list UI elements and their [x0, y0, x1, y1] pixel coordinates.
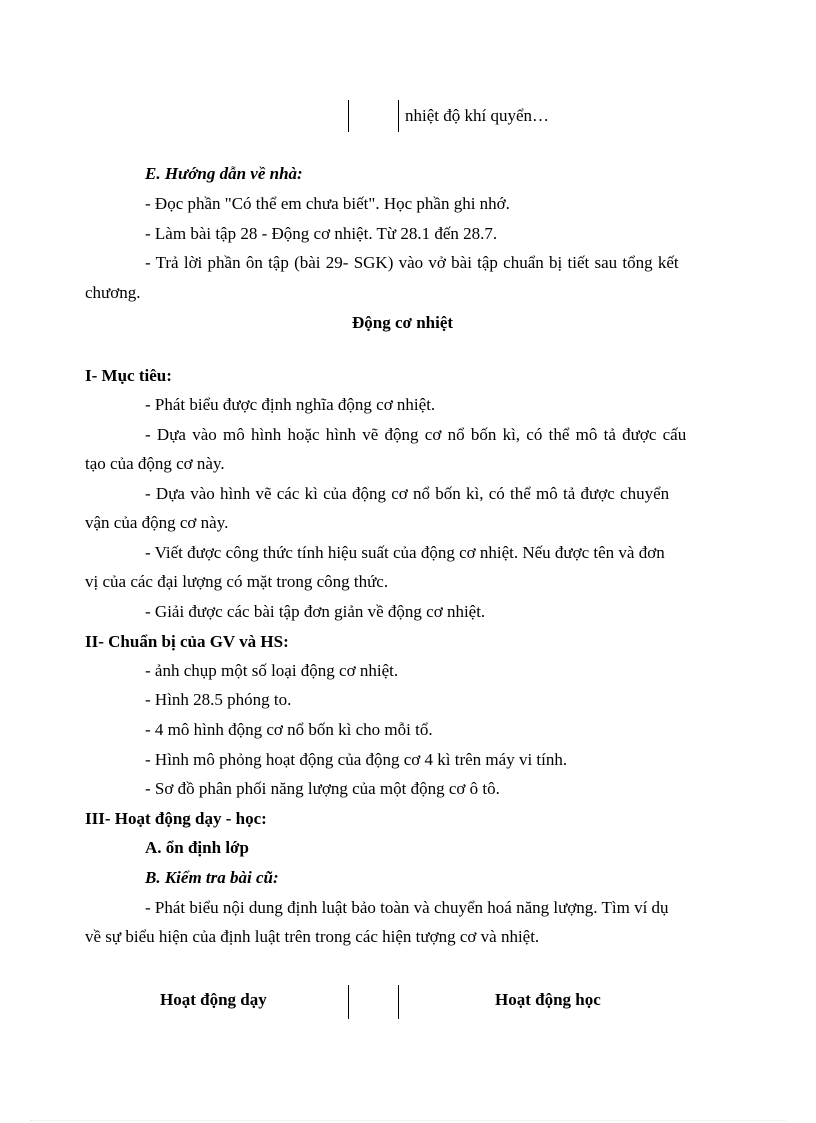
- homework-item-3-line-2: chương.: [85, 283, 141, 302]
- objective-item-2-line-1: - Dựa vào mô hình hoặc hình vẽ động cơ nổ bốn kì, có thể mô tả được cấu: [145, 425, 687, 444]
- objective-item-4-line-2: vị của các đại lượng có mặt trong công thức.: [85, 572, 389, 591]
- table-header-border-left: [348, 985, 349, 1019]
- table-header-border-right: [398, 985, 399, 1019]
- table-border-left: [348, 100, 349, 132]
- lesson-title: Động cơ nhiệt: [352, 313, 454, 332]
- activities-heading: III- Hoạt động dạy - học:: [85, 809, 267, 828]
- table-cell-text: nhiệt độ khí quyển…: [405, 106, 550, 125]
- objective-item-4-line-1: - Viết được công thức tính hiệu suất của động cơ nhiệt. Nếu được tên và đơn: [145, 543, 665, 562]
- preparation-item-1: - ảnh chụp một số loại động cơ nhiệt.: [145, 661, 399, 680]
- homework-item-1: - Đọc phần "Có thể em chưa biết". Học phần ghi nhớ.: [145, 194, 510, 213]
- objective-item-5: - Giải được các bài tập đơn giản về động cơ nhiệt.: [145, 602, 486, 621]
- homework-heading: E. Hướng dẫn về nhà:: [145, 164, 303, 183]
- table-header-student: Hoạt động học: [495, 990, 601, 1009]
- activity-a: A. ổn định lớp: [145, 838, 249, 857]
- check-question-line-2: về sự biểu hiện của định luật trên trong các hiện tượng cơ và nhiệt.: [85, 927, 540, 946]
- check-question-line-1: - Phát biểu nội dung định luật bảo toàn và chuyển hoá năng lượng. Tìm ví dụ: [145, 898, 669, 917]
- homework-item-3-line-1: - Trả lời phần ôn tập (bài 29- SGK) vào vở bài tập chuẩn bị tiết sau tổng kết: [145, 253, 679, 272]
- preparation-item-5: - Sơ đồ phân phối năng lượng của một động cơ ô tô.: [145, 779, 500, 798]
- objective-item-2-line-2: tạo của động cơ này.: [85, 454, 225, 473]
- preparation-item-4: - Hình mô phỏng hoạt động của động cơ 4 kì trên máy vi tính.: [145, 750, 568, 769]
- objectives-heading: I- Mục tiêu:: [85, 366, 172, 385]
- preparation-item-2: - Hình 28.5 phóng to.: [145, 690, 292, 709]
- preparation-heading: II- Chuẩn bị của GV và HS:: [85, 632, 289, 651]
- objective-item-3-line-1: - Dựa vào hình vẽ các kì của động cơ nổ bốn kì, có thể mô tả được chuyển: [145, 484, 670, 503]
- page-bottom-rule: [30, 1120, 786, 1121]
- objective-item-1: - Phát biểu được định nghĩa động cơ nhiệt.: [145, 395, 436, 414]
- table-header-teacher: Hoạt động dạy: [160, 990, 267, 1009]
- homework-item-2: - Làm bài tập 28 - Động cơ nhiệt. Từ 28.1 đến 28.7.: [145, 224, 498, 243]
- activity-b: B. Kiểm tra bài cũ:: [145, 868, 279, 887]
- preparation-item-3: - 4 mô hình động cơ nổ bốn kì cho mỗi tổ.: [145, 720, 433, 739]
- objective-item-3-line-2: vận của động cơ này.: [85, 513, 229, 532]
- table-border-right: [398, 100, 399, 132]
